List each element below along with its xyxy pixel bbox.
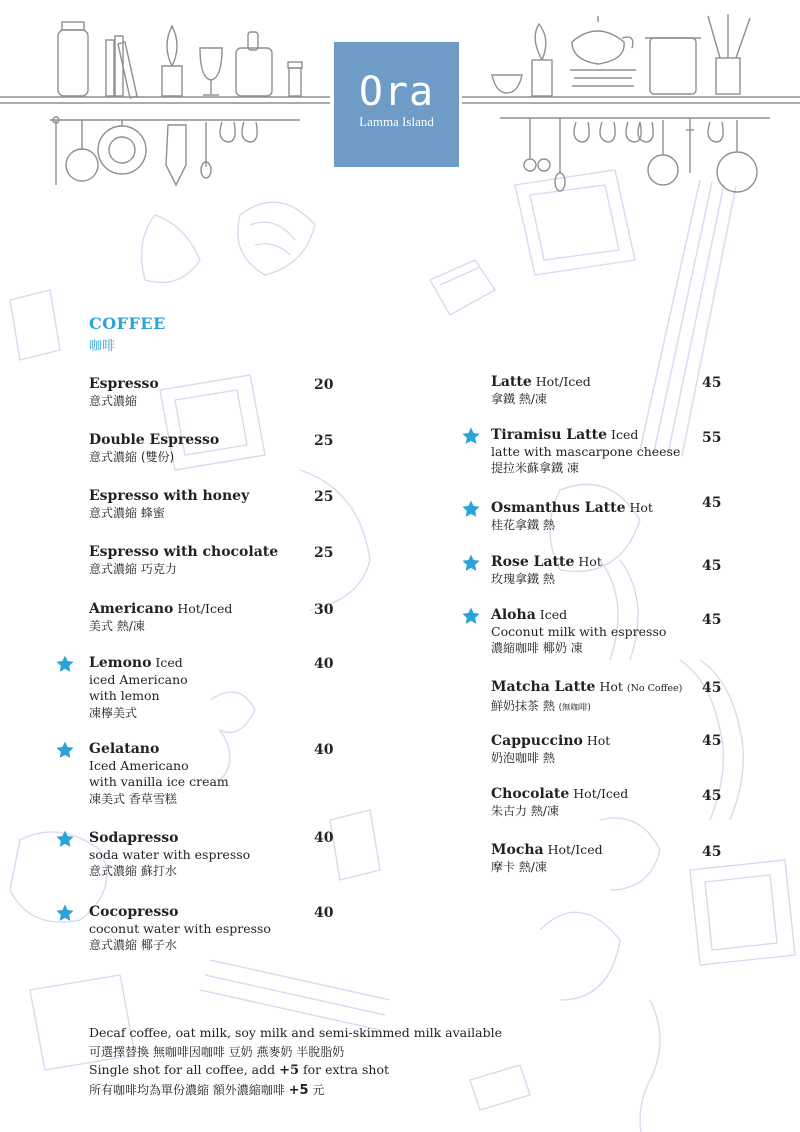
- menu-item: [89, 830, 250, 880]
- menu-item-name: Sodapresso: [89, 830, 179, 846]
- menu-item-description: soda water with espresso: [89, 846, 251, 862]
- menu-item: [491, 607, 666, 657]
- brand-logo: [334, 42, 459, 167]
- menu-item-description: iced Americano: [89, 671, 188, 687]
- menu-item-description: coconut water with espresso: [89, 920, 271, 936]
- menu-item-description: Iced Americano: [89, 757, 189, 773]
- menu-item: [491, 679, 682, 716]
- menu-item-description: with vanilla ice cream: [89, 774, 229, 789]
- footer-extra-shot-zh: 所有咖啡均為單份濃縮 額外濃縮咖啡 +5 元: [89, 1082, 325, 1098]
- menu-item-name: Gelatano: [89, 741, 160, 757]
- menu-item-title-line: [89, 904, 271, 921]
- menu-item-name: Cappuccino: [491, 733, 583, 749]
- menu-item: [491, 554, 602, 587]
- menu-item-chinese-name: [491, 803, 628, 820]
- menu-item-price: 40: [314, 742, 334, 758]
- menu-item-title-line: [89, 488, 249, 505]
- menu-item-chinese-text: 桂花拿鐵 熱: [491, 517, 555, 532]
- menu-item-price: 45: [702, 733, 722, 749]
- menu-item-chinese-name: [491, 460, 680, 477]
- menu-item-chinese-name: [89, 505, 249, 522]
- menu-item-temperature: Iced: [155, 655, 183, 670]
- menu-item-name: Aloha: [491, 607, 536, 623]
- footer-milk-options-en: Decaf coffee, oat milk, soy milk and semi-skimmed milk available: [89, 1025, 502, 1040]
- menu-item-name: Double Espresso: [89, 432, 220, 448]
- menu-item-chinese-text: 意式濃縮 蜂蜜: [89, 505, 165, 520]
- menu-item-name: Chocolate: [491, 786, 570, 802]
- menu-item-chinese-text: 意式濃縮 椰子水: [89, 938, 177, 952]
- menu-item-chinese-text: 意式濃縮 蘇打水: [89, 864, 177, 878]
- menu-item-chinese-text: 拿鐵 熱/凍: [491, 391, 547, 406]
- menu-item: [89, 655, 188, 721]
- menu-item-name: Matcha Latte: [491, 679, 596, 695]
- menu-item-temperature: Hot: [578, 554, 602, 569]
- menu-item-chinese-name: [89, 791, 229, 808]
- star-icon: [55, 654, 75, 674]
- menu-item-price: 40: [314, 830, 334, 846]
- menu-item-chinese-name: [89, 449, 219, 466]
- menu-item-name: Latte: [491, 374, 532, 390]
- menu-item-title-line: [89, 830, 250, 847]
- menu-item-title-line: [89, 376, 159, 393]
- menu-item-temperature: Iced: [611, 427, 639, 442]
- menu-item-chinese-name: [89, 393, 159, 410]
- menu-item: [89, 904, 271, 954]
- menu-footer-notes: [89, 1024, 502, 1100]
- menu-item-name: Lemono: [89, 655, 152, 671]
- star-icon: [461, 606, 481, 626]
- menu-item-price: 45: [702, 375, 722, 391]
- menu-item: [491, 427, 680, 477]
- menu-item-chinese-name: [89, 937, 271, 954]
- menu-item-price: 25: [314, 433, 334, 449]
- menu-item: [89, 544, 278, 577]
- menu-item-title-line: [491, 500, 653, 517]
- menu-item-price: 40: [314, 656, 334, 672]
- menu-item-price: 45: [702, 788, 722, 804]
- menu-item-title-line: [491, 427, 680, 444]
- menu-item-description: Coconut milk with espresso: [491, 623, 667, 639]
- menu-item-chinese-name: [491, 750, 610, 767]
- star-icon: [55, 829, 75, 849]
- menu-item-price: 55: [702, 430, 722, 446]
- menu-item-name: Espresso with chocolate: [89, 544, 279, 560]
- menu-item-title-line: [491, 679, 682, 698]
- menu-item-chinese-text: 意式濃縮: [89, 393, 138, 408]
- menu-item-name: Cocopresso: [89, 904, 179, 920]
- menu-item-title-line: [491, 733, 610, 750]
- menu-item-chinese-text: 意式濃縮 (雙份): [89, 449, 175, 464]
- section-title-zh: 咖啡: [89, 339, 116, 354]
- menu-item-footnote: (No Coffee): [626, 683, 683, 694]
- menu-item: [491, 374, 591, 407]
- star-icon: [55, 903, 75, 923]
- menu-item-name: Espresso: [89, 376, 159, 392]
- menu-item-chinese-name: [89, 705, 188, 722]
- menu-item-name: Americano: [89, 601, 174, 617]
- menu-item: [491, 500, 653, 533]
- section-title: [89, 315, 166, 354]
- menu-item-chinese-text: 玫瑰拿鐵 熱: [491, 571, 555, 586]
- menu-item: [89, 376, 159, 409]
- menu-item: [89, 432, 219, 465]
- menu-item-price: 40: [314, 905, 334, 921]
- menu-item-chinese-name: [89, 863, 250, 880]
- menu-item-title-line: [89, 601, 232, 618]
- menu-item-chinese-name: [491, 517, 653, 534]
- brand-location: Lamma Island: [359, 114, 434, 129]
- menu-item: [491, 733, 610, 766]
- menu-item-temperature: Hot/Iced: [535, 374, 591, 389]
- menu-item-chinese-text: 凍美式 香草雪糕: [89, 791, 177, 806]
- menu-item-temperature: Hot: [599, 679, 623, 694]
- menu-item-title-line: [491, 607, 666, 624]
- menu-item-title-line: [89, 544, 278, 561]
- menu-item-price: 20: [314, 377, 334, 393]
- menu-item-chinese-name: [89, 618, 232, 635]
- menu-item-chinese-text: 摩卡 熱/凍: [491, 859, 547, 874]
- menu-item: [89, 488, 249, 521]
- menu-item: [491, 842, 603, 875]
- menu-item-title-line: [491, 842, 603, 859]
- menu-item: [491, 786, 628, 819]
- menu-item-chinese-name: [491, 640, 666, 657]
- menu-item-price: 45: [702, 680, 722, 696]
- menu-item-temperature: Iced: [539, 607, 568, 622]
- menu-item-price: 45: [702, 844, 722, 860]
- section-title-en: COFFEE: [89, 314, 166, 333]
- menu-item-description: with lemon: [89, 688, 160, 703]
- menu-item-price: 45: [702, 612, 722, 628]
- menu-item-price: 45: [702, 558, 722, 574]
- menu-item-price: 30: [314, 602, 334, 618]
- menu-item-chinese-name: [491, 698, 682, 717]
- menu-item-name: Tiramisu Latte: [491, 427, 608, 443]
- menu-item-chinese-text: 朱古力 熱/凍: [491, 803, 559, 818]
- star-icon: [55, 740, 75, 760]
- menu-item-title-line: [89, 432, 219, 449]
- menu-item-chinese-footnote: (無咖啡): [558, 702, 591, 713]
- menu-item-price: 45: [702, 495, 722, 511]
- menu-item-price: 25: [314, 545, 334, 561]
- menu-item-name: Mocha: [491, 842, 544, 858]
- menu-item-temperature: Hot: [586, 733, 611, 748]
- star-icon: [461, 426, 481, 446]
- menu-item-temperature: Hot: [629, 500, 653, 515]
- menu-item-chinese-text: 鮮奶抹茶 熱: [491, 698, 555, 713]
- menu-item-chinese-text: 意式濃縮 巧克力: [89, 561, 177, 576]
- menu-item-name: Osmanthus Latte: [491, 500, 626, 516]
- menu-item-chinese-text: 提拉米蘇拿鐵 凍: [491, 461, 579, 475]
- menu-item-temperature: Hot/Iced: [573, 786, 629, 801]
- menu-item-description: latte with mascarpone cheese: [491, 443, 681, 459]
- menu-item-chinese-text: 美式 熱/凍: [89, 618, 145, 633]
- menu-item-title-line: [89, 741, 229, 758]
- menu-item: [89, 741, 229, 807]
- menu-item-price: 25: [314, 489, 334, 505]
- footer-milk-options-zh: 可選擇替換 無咖啡因咖啡 豆奶 燕麥奶 半脫脂奶: [89, 1044, 345, 1059]
- menu-item-chinese-text: 奶泡咖啡 熱: [491, 750, 555, 765]
- menu-item-title-line: [491, 786, 628, 803]
- menu-item-title-line: [491, 374, 591, 391]
- menu-item-name: Rose Latte: [491, 554, 575, 570]
- brand-name: Ora: [358, 69, 435, 115]
- footer-extra-shot-en: Single shot for all coffee, add +5 for extra shot: [89, 1062, 389, 1078]
- menu-item-chinese-text: 濃縮咖啡 椰奶 凍: [491, 641, 583, 655]
- menu-item-title-line: [89, 655, 188, 672]
- menu-item-chinese-name: [491, 859, 603, 876]
- star-icon: [461, 499, 481, 519]
- menu-item-chinese-name: [491, 391, 591, 408]
- menu-item: [89, 601, 232, 634]
- menu-item-name: Espresso with honey: [89, 488, 250, 504]
- menu-item-chinese-text: 凍檸美式: [89, 705, 138, 720]
- menu-item-temperature: Hot/Iced: [547, 842, 603, 857]
- menu-item-chinese-name: [491, 571, 602, 588]
- star-icon: [461, 553, 481, 573]
- menu-item-chinese-name: [89, 561, 278, 578]
- menu-item-temperature: Hot/Iced: [177, 601, 233, 616]
- menu-item-title-line: [491, 554, 602, 571]
